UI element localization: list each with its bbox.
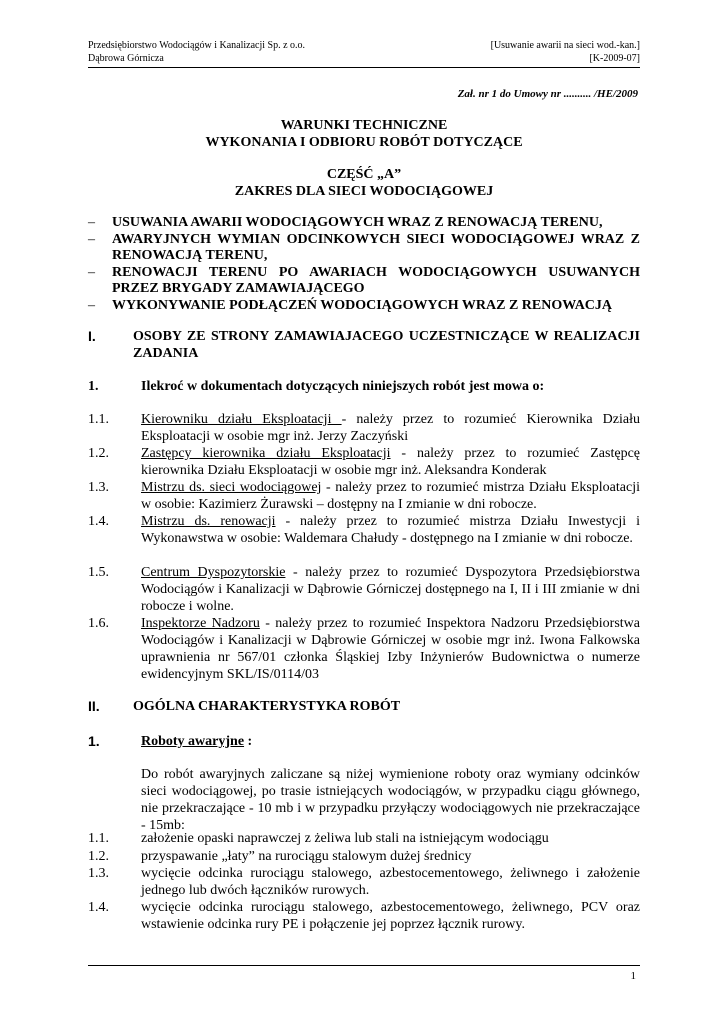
list-item: – AWARYJNYCH WYMIAN ODCINKOWYCH SIECI WODOCIĄGOWEJ WRAZ Z RENOWACJĄ TERENU, (88, 231, 640, 263)
definition-term: Inspektorze Nadzoru (141, 616, 260, 631)
list-item: 1.3. wycięcie odcinka rurociągu stalowego, azbestocementowego, żeliwnego i założenie jednego lub dwóch łączników rurowych. (88, 866, 640, 898)
section-2-heading (88, 698, 640, 715)
list-item: – WYKONYWANIE PODŁĄCZEŃ WODOCIĄGOWYCH WRAZ Z RENOWACJĄ (88, 297, 613, 313)
section-1-sub-heading: 1. Ilekroć w dokumentach dotyczących niniejszych robót jest mowa o: (88, 379, 545, 394)
page-number: 1 (630, 970, 636, 982)
definition-item: 1.5. Centrum Dyspozytorskie - należy przez to rozumieć Dyspozytora Przedsiębiorstwa Wodociągów i Kanalizacji w Dąbrowie Górniczej dostępnego na I, II i III zmianie w dni robocze i wolne. (88, 565, 640, 614)
header-company: Przedsiębiorstwo Wodociągów i Kanalizacji Sp. z o.o. (88, 40, 306, 51)
definition-term: Kierowniku działu Eksploatacji (141, 412, 342, 427)
list-item: – RENOWACJI TERENU PO AWARIACH WODOCIĄGOWYCH USUWANYCH PRZEZ BRYGADY ZAMAWIAJĄCEGO (88, 264, 640, 296)
definition-item: 1.2. Zastępcy kierownika działu Eksploatacji - należy przez to rozumieć Zastępcę kierownika Działu Eksploatacji w osobie mgr inż. Aleksandra Konderak (88, 446, 641, 478)
footer-divider (88, 965, 640, 966)
definition-item: 1.6. Inspektorze Nadzoru - należy przez to rozumieć Inspektora Nadzoru Przedsiębiorstwa Wodociągów i Kanalizacji w Dąbrowie Górniczej w osobie mgr inż. Iwona Falkowska uprawnienia nr 567/01 członka Śląskiej Izby Inżynierów Budownictwa o numerze ewidencyjnym SKL/IS/0114/03 (88, 616, 640, 682)
list-item: 1.4. wycięcie odcinka rurociągu stalowego, azbestocementowego, żeliwnego, PCV oraz wstawienie odcinka rury PE i połączenie jej poprzez łącznik rurowy. (88, 900, 640, 932)
header-doc-title: [Usuwanie awarii na sieci wod.-kan.] (490, 40, 640, 51)
section-1-number: I. (88, 328, 96, 344)
annex-reference: Zał. nr 1 do Umowy nr .......... /HE/2009 (457, 88, 638, 100)
list-item: 1.1. założenie opaski naprawczej z żeliwa lub stali na istniejącym wodociągu (88, 831, 549, 846)
section-1-title: OSOBY ZE STRONY ZAMAWIAJACEGO UCZESTNICZĄCE W REALIZACJI ZADANIA (133, 329, 640, 361)
definition-term: Mistrzu ds. renowacji (141, 514, 276, 529)
header-city: Dąbrowa Górnicza (88, 53, 164, 64)
scope-title: ZAKRES DLA SIECI WODOCIĄGOWEJ (234, 184, 494, 199)
list-item: 1.2. przyspawanie „łaty” na rurociągu stalowym dużej średnicy (88, 849, 472, 864)
section-2-intro: Do robót awaryjnych zaliczane są niżej wymienione roboty oraz wymiany odcinków sieci wodociągowej, po trasie istniejących wodociągów, w przypadku ciągu głównego, nie przekraczające - 10 mb i w przypadku przyłączy wodociągowych nie przekraczające - 15mb: (141, 767, 640, 833)
definition-item: 1.1. Kierowniku działu Eksploatacji - należy przez to rozumieć Kierownika Działu Eksploatacji w osobie mgr inż. Jerzy Zaczyński (88, 412, 640, 444)
header-doc-code: [K-2009-07] (589, 53, 640, 64)
section-2-title: OGÓLNA CHARAKTERYSTYKA ROBÓT (133, 699, 401, 714)
definition-item: 1.4. Mistrzu ds. renowacji - należy przez to rozumieć mistrza Działu Inwestycji i Wykonawstwa w osobie: Waldemara Chałudy - dostępnego na I zmianie w dni robocze. (88, 514, 640, 546)
definition-term: Centrum Dyspozytorskie (141, 565, 286, 580)
definition-item: 1.3. Mistrzu ds. sieci wodociągowej - należy przez to rozumieć mistrza Działu Eksploatacji w osobie: Kazimierz Żurawski – dostępny na I zmianie w dni robocze. (88, 480, 640, 512)
header-divider (88, 67, 640, 68)
section-2-sub-heading: 1. Roboty awaryjne : (88, 733, 253, 749)
section-1-heading (88, 328, 640, 362)
scope-list (88, 215, 640, 314)
title-line-2: WYKONANIA I ODBIORU ROBÓT DOTYCZĄCE (205, 135, 523, 150)
list-item: – USUWANIA AWARII WODOCIĄGOWYCH WRAZ Z RENOWACJĄ TERENU, (88, 215, 603, 230)
part-title: CZĘŚĆ „A” (326, 167, 402, 182)
page-header (88, 39, 640, 65)
section-2-number: II. (88, 698, 100, 714)
definition-term: Mistrzu ds. sieci wodociągowej (141, 480, 322, 495)
title-line-1: WARUNKI TECHNICZNE (280, 118, 448, 133)
definition-term: Zastępcy kierownika działu Eksploatacji (141, 446, 391, 461)
